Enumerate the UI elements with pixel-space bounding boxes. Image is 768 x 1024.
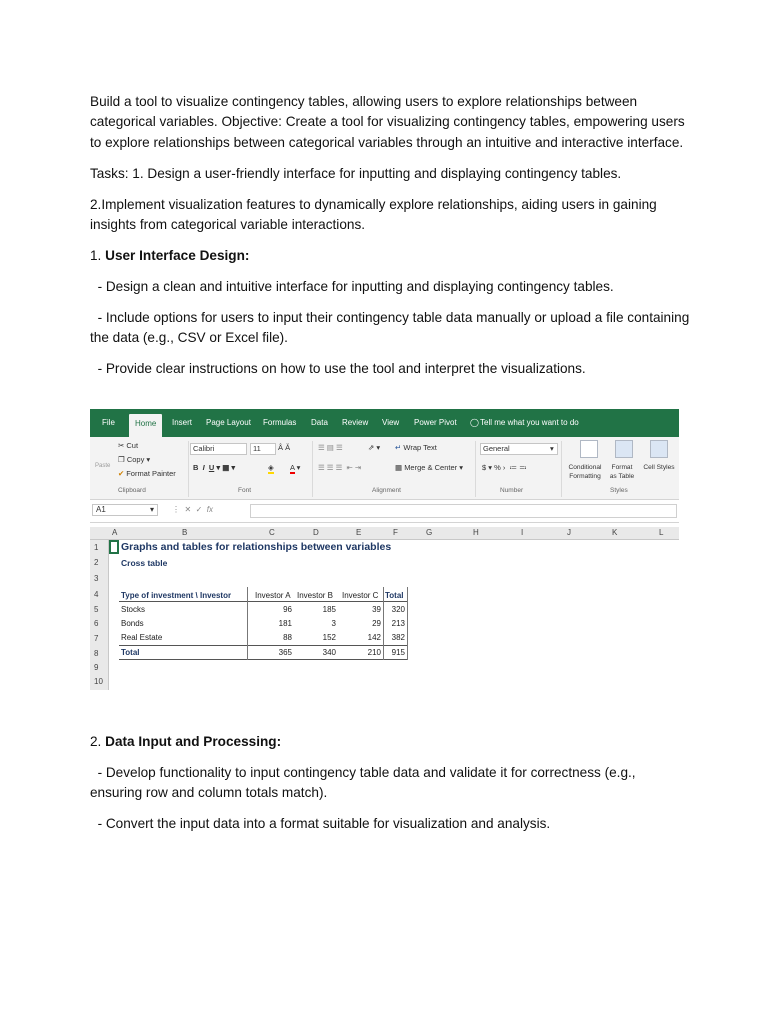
number-format-dropdown: General ▾	[480, 443, 558, 455]
table-cell: 185	[322, 605, 336, 614]
wrap-text-icon: ↵	[395, 443, 402, 452]
row-headers	[90, 540, 109, 690]
tab-page-layout: Page Layout	[206, 418, 251, 427]
tab-home: Home	[129, 414, 162, 437]
column-headers	[90, 527, 679, 540]
table-cell: 39	[372, 605, 381, 614]
fill-color-button	[268, 463, 274, 472]
column-header-g: G	[426, 528, 433, 537]
cell-styles-icon	[650, 440, 668, 458]
paintbrush-icon: ✔	[118, 469, 125, 478]
font-grow-shrink: Â Ǎ	[278, 443, 291, 452]
table-cell: 142	[367, 633, 381, 642]
column-header-l: L	[659, 528, 664, 537]
bullet-input-options: - Include options for users to input their contingency table data manually or upload a file containing the data (e.g., CSV or Excel file).	[90, 309, 694, 346]
column-header-f: F	[393, 528, 398, 537]
intro-paragraph: Build a tool to visualize contingency tables, allowing users to explore relationships between categorical variables. Objective: Create a tool for visualizing contingency tables, empowering users to explore relationships between categorical variables through an intuitive and interactive interface.	[90, 94, 685, 150]
tab-review: Review	[342, 418, 369, 427]
table-header-type: Type of investment \ Investor	[121, 591, 232, 600]
table-cell: 96	[283, 605, 292, 614]
excel-screenshot	[90, 409, 679, 690]
row-header-7: 7	[94, 634, 99, 643]
table-row-label: Stocks	[121, 605, 146, 614]
tab-data: Data	[311, 418, 328, 427]
column-header-k: K	[612, 528, 618, 537]
table-header-investor-a: Investor A	[255, 591, 291, 600]
section-heading-ui: 1. User Interface Design:	[90, 247, 250, 263]
group-label-number: Number	[500, 487, 524, 494]
table-cell: 365	[278, 648, 292, 657]
row-header-9: 9	[94, 663, 99, 672]
column-header-a: A	[112, 528, 118, 537]
formula-buttons: ⋮ ✕ ✓ fx	[172, 505, 213, 514]
table-cell: 29	[372, 619, 381, 628]
table-cell: 340	[322, 648, 336, 657]
align-top-icons: ☰ ▤ ☰	[318, 443, 343, 452]
group-label-clipboard: Clipboard	[118, 487, 146, 494]
column-header-d: D	[313, 528, 319, 537]
format-painter-button: ✔ Format Painter	[118, 469, 176, 478]
column-header-e: E	[356, 528, 362, 537]
number-format-buttons: $ ▾ % › ≔ ≕	[482, 463, 527, 472]
table-cell: 210	[367, 648, 381, 657]
row-header-4: 4	[94, 590, 99, 599]
ribbon-home	[90, 437, 679, 500]
name-box: A1 ▾	[92, 504, 158, 516]
table-row-label: Real Estate	[121, 633, 163, 642]
group-divider	[188, 441, 189, 497]
wrap-text-button: ↵ Wrap Text	[395, 443, 437, 452]
group-divider	[475, 441, 476, 497]
paste-button: Paste	[95, 463, 111, 469]
tasks-paragraph: Tasks: 1. Design a user-friendly interface for inputting and displaying contingency tables.	[90, 165, 622, 181]
table-total-rule	[119, 645, 407, 646]
font-size-dropdown: 11	[250, 443, 276, 455]
scissors-icon: ✂	[118, 441, 125, 450]
cell-styles-button: Cell Styles	[643, 464, 675, 471]
font-name-dropdown: Calibri	[190, 443, 247, 455]
formula-input	[250, 504, 677, 518]
row-header-6: 6	[94, 619, 99, 628]
format-as-table-button: Format as Table	[609, 464, 635, 480]
group-label-alignment: Alignment	[372, 487, 401, 494]
tell-me-search: Tell me what you want to do	[480, 418, 579, 427]
table-col-divider	[407, 587, 408, 660]
row-header-3: 3	[94, 574, 99, 583]
copy-button: ❐ Copy ▾	[118, 455, 151, 464]
column-header-b: B	[182, 528, 188, 537]
font-color-icon: A	[290, 463, 295, 472]
tab-power-pivot: Power Pivot	[414, 418, 457, 427]
sheet-title: Graphs and tables for relationships between variables	[121, 541, 392, 553]
row-header-1: 1	[94, 543, 99, 552]
font-color-button: A ▾	[290, 463, 301, 472]
group-label-font: Font	[238, 487, 252, 494]
section-heading-data: 2. Data Input and Processing:	[90, 734, 282, 749]
conditional-formatting-button: Conditional Formatting	[568, 464, 602, 480]
table-cell: 382	[391, 633, 405, 642]
document-body	[90, 92, 694, 390]
column-header-h: H	[473, 528, 479, 537]
orientation-icon: ⇗ ▾	[368, 443, 381, 452]
format-table-icon	[615, 440, 633, 458]
row-header-2: 2	[94, 558, 99, 567]
lightbulb-icon: ◯	[470, 418, 479, 427]
sheet-subtitle: Cross table	[121, 558, 168, 568]
table-cell: 88	[283, 633, 292, 642]
group-divider	[561, 441, 562, 497]
row-header-8: 8	[94, 649, 99, 658]
table-bottom-rule	[119, 659, 407, 660]
table-cell: 213	[391, 619, 405, 628]
document-body-lower	[90, 732, 690, 845]
bullet-convert: - Convert the input data into a format suitable for visualization and analysis.	[90, 816, 551, 832]
tab-formulas: Formulas	[263, 418, 297, 427]
copy-icon: ❐	[118, 455, 125, 464]
table-total-label: Total	[121, 648, 140, 657]
merge-icon: ▦	[395, 463, 403, 472]
bullet-design: - Design a clean and intuitive interface for inputting and displaying contingency tables.	[90, 278, 614, 294]
group-divider	[312, 441, 313, 497]
bold-italic-underline: B I U ▾ ▦ ▾	[193, 463, 236, 472]
column-header-c: C	[269, 528, 275, 537]
tab-file: File	[102, 418, 115, 427]
table-header-investor-c: Investor C	[342, 591, 379, 600]
table-cell: 3	[331, 619, 336, 628]
formula-bar	[90, 500, 679, 523]
selected-cell-a1	[109, 540, 119, 554]
paint-bucket-icon: ◈	[268, 463, 274, 472]
conditional-formatting-icon	[580, 440, 598, 458]
table-header-total: Total	[385, 591, 404, 600]
table-cell: 181	[278, 619, 292, 628]
table-cell: 915	[391, 648, 405, 657]
row-header-5: 5	[94, 605, 99, 614]
table-header-rule	[119, 601, 407, 602]
column-header-i: I	[521, 528, 524, 537]
task-two-paragraph: 2.Implement visualization features to dynamically explore relationships, aiding users in gaining insights from categorical variable interactions.	[90, 196, 657, 233]
table-col-divider	[247, 587, 248, 660]
row-header-10: 10	[94, 677, 103, 686]
merge-center-button: ▦ Merge & Center ▾	[395, 463, 463, 472]
align-left-icons: ☰ ☰ ☰ ⇤ ⇥	[318, 463, 362, 472]
column-header-j: J	[567, 528, 571, 537]
table-cell: 320	[391, 605, 405, 614]
ribbon-tabs	[90, 409, 679, 437]
cut-button: ✂ Cut	[118, 441, 139, 450]
bullet-instructions: - Provide clear instructions on how to use the tool and interpret the visualizations.	[90, 361, 586, 377]
tab-insert: Insert	[172, 418, 193, 427]
tab-view: View	[382, 418, 400, 427]
table-header-investor-b: Investor B	[297, 591, 334, 600]
table-row-label: Bonds	[121, 619, 144, 628]
group-label-styles: Styles	[610, 487, 628, 494]
table-cell: 152	[322, 633, 336, 642]
bullet-validate: - Develop functionality to input contingency table data and validate it for correctness (e.g., ensuring row and column totals match).	[90, 764, 640, 801]
